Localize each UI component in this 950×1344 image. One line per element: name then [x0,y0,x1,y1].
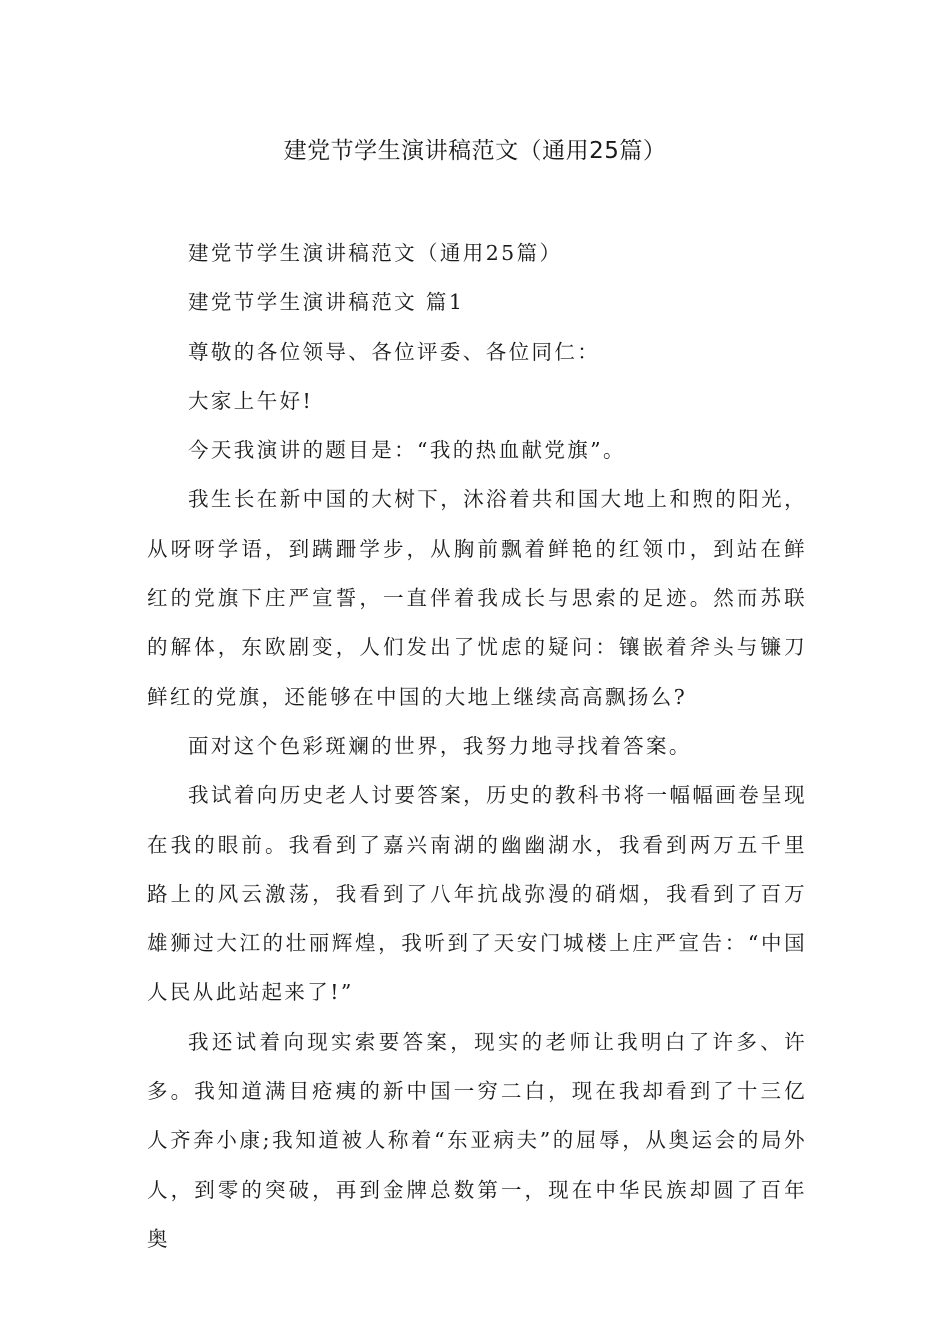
paragraph-body: 我生长在新中国的大树下，沐浴着共和国大地上和煦的阳光，从呀呀学语，到蹒跚学步，从胸前飘着鲜艳的红领巾，到站在鲜红的党旗下庄严宣誓，一直伴着我成长与思索的足迹。然而苏联的解体，东欧剧变，人们发出了忧虑的疑问：镶嵌着斧头与镰刀鲜红的党旗，还能够在中国的大地上继续高高飘扬么? [147,487,807,709]
paragraph-body: 面对这个色彩斑斓的世界，我努力地寻找着答案。 [188,733,692,758]
paragraph-heading-repeat: 建党节学生演讲稿范文（通用25篇） [188,241,563,265]
paragraph-salutation: 尊敬的各位领导、各位评委、各位同仁： [188,339,601,364]
paragraph-section-title: 建党节学生演讲稿范文 篇1 [188,290,465,315]
paragraph-body: 我试着向历史老人讨要答案，历史的教科书将一幅幅画卷呈现在我的眼前。我看到了嘉兴南湖的幽幽湖水，我看到两万五千里路上的风云激荡，我看到了八年抗战弥漫的硝烟，我看到了百万雄狮过大江的壮丽辉煌，我听到了天安门城楼上庄严宣告：“中国人民从此站起来了!” [147,783,807,1005]
document-body [147,229,807,1264]
paragraph-topic: 今天我演讲的题目是：“我的热血献党旗”。 [188,438,626,463]
paragraph-greeting: 大家上午好! [188,388,314,413]
document-title: 建党节学生演讲稿范文（通用25篇） [283,138,667,164]
paragraph-body: 我还试着向现实索要答案，现实的老师让我明白了许多、许多。我知道满目疮痍的新中国一穷二白，现在我却看到了十三亿人齐奔小康;我知道被人称着“东亚病夫”的屈辱，从奥运会的局外人，到零的突破，再到金牌总数第一，现在中华民族却圆了百年奥 [147,1029,807,1251]
